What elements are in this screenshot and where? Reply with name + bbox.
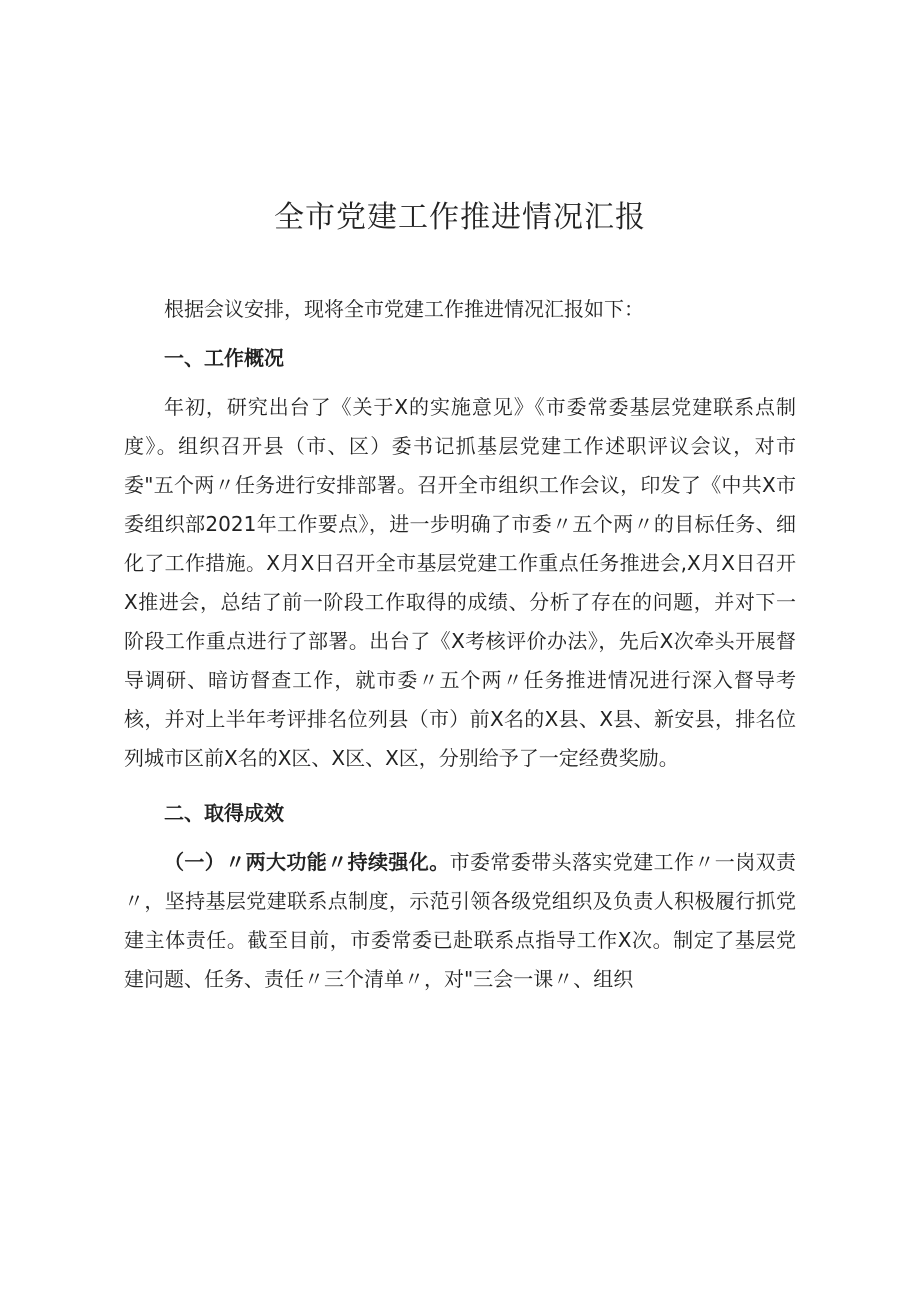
results-paragraph-1 — [124, 843, 796, 999]
results-subheading-1: （一）〃两大功能〃持续强化。 — [164, 850, 450, 874]
overview-paragraph: 年初，研究出台了《关于X的实施意见》《市委常委基层党建联系点制度》。组织召开县（市、区）委书记抓基层党建工作述职评议会议，对市委"五个两〃任务进行安排部署。召开全市组织工作会议，印发了《中共X市委组织部2021年工作要点》，进一步明确了市委〃五个两〃的目标任务、细化了工作措施。X月X日召开全市基层党建工作重点任务推进会,X月X日召开X推进会，总结了前一阶段工作取得的成绩、分析了存在的问题，并对下一阶段工作重点进行了部署。出台了《X考核评价办法》，先后X次牵头开展督导调研、暗访督查工作，就市委〃五个两〃任务推进情况进行深入督导考核，并对上半年考评排名位列县（市）前X名的X县、X县、新安县，排名位列城市区前X名的X区、X区、X区，分别给予了一定经费奖励。 — [124, 395, 796, 770]
document-body — [124, 290, 796, 999]
intro-paragraph: 根据会议安排，现将全市党建工作推进情况汇报如下： — [164, 297, 644, 321]
section-heading-results: 二、取得成效 — [164, 801, 284, 825]
section-heading-overview: 一、工作概况 — [164, 346, 284, 370]
document-title: 全市党建工作推进情况汇报 — [274, 200, 646, 235]
results-text-1: 市委常委带头落实党建工作〃一岗双责〃，坚持基层党建联系点制度，示范引领各级党组织及负责人积极履行抓党建主体责任。截至目前，市委常委已赴联系点指导工作X次。制定了基层党建问题、任务、责任〃三个清单〃，对"三会一课〃、组织 — [124, 850, 797, 991]
